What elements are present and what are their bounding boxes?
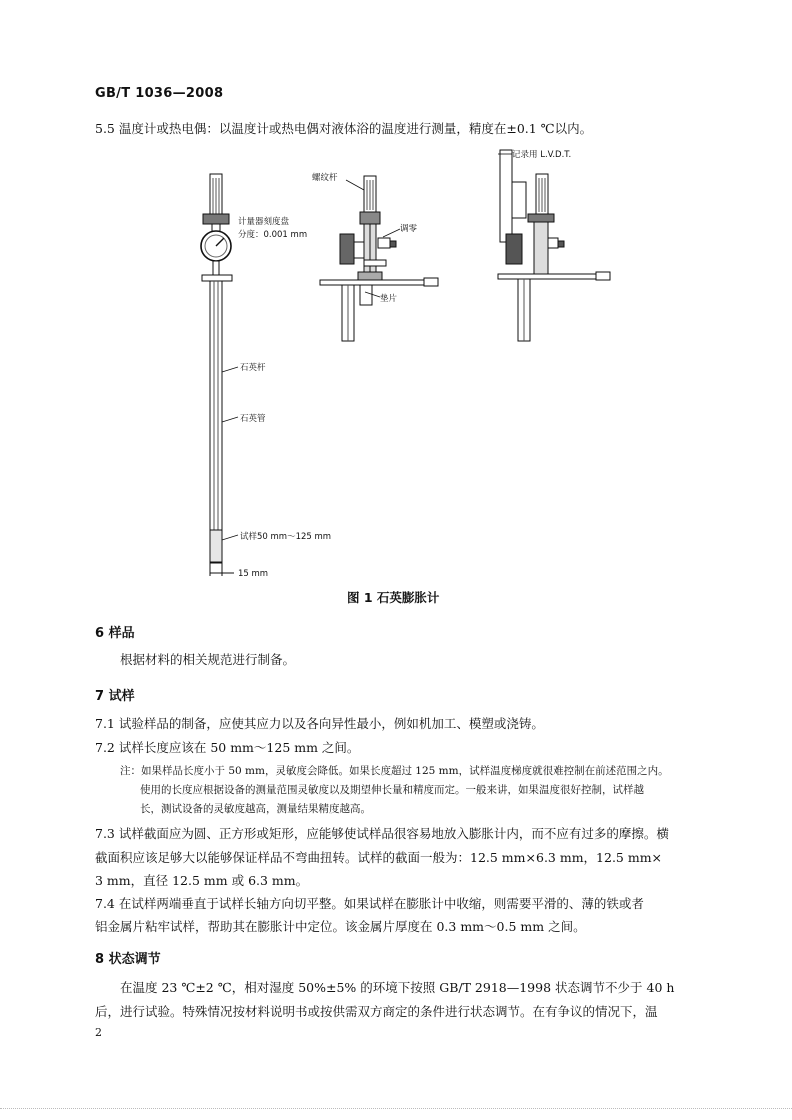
lvdt-label: 记录用 L.V.D.T.	[512, 150, 572, 160]
clause-7-3-line-1: 7.3 试样截面应为圆、正方形或矩形，应能够使试样品很容易地放入膨胀计内，而不应有过多的摩擦。横	[95, 826, 669, 841]
note-line-3: 长，测试设备的灵敏度越高，测量结果精度越高。	[140, 803, 371, 815]
dilatometer-middle-assembly	[320, 176, 438, 341]
clause-7-3-line-2: 截面积应该足够大以能够保证样品不弯曲扭转。试样的截面一般为：12.5 mm×6.3 mm，12.5 mm×	[95, 850, 663, 865]
clause-7-4-line-1: 7.4 在试样两端垂直于试样长轴方向切平整。如果试样在膨胀计中收缩，则需要平滑的、薄的铁或者	[95, 896, 644, 911]
clause-5-5: 5.5 温度计或热电偶：以温度计或热电偶对液体浴的温度进行测量，精度在±0.1 ℃以内。	[95, 121, 593, 136]
bottom-border	[0, 1108, 792, 1109]
section-6-body: 根据材料的相关规范进行制备。	[120, 652, 296, 667]
clause-7-2: 7.2 试样长度应该在 50 mm～125 mm 之间。	[95, 740, 360, 755]
quartz-tube-label: 石英管	[240, 414, 266, 424]
section-8-heading: 8 状态调节	[95, 952, 161, 967]
note-line-2: 使用的长度应根据设备的测量范围灵敏度以及期望伸长量和精度而定。一般来讲，如果温度很好控制，试样越	[140, 784, 644, 796]
section-8-line-2: 后，进行试验。特殊情况按材料说明书或按供需双方商定的条件进行状态调节。在有争议的情况下，温	[95, 1004, 658, 1019]
zero-adjust-label: 调零	[400, 224, 418, 234]
shim-label: 垫片	[380, 294, 398, 304]
clause-7-1: 7.1 试验样品的制备，应使其应力以及各向异性最小，例如机加工、模塑或浇铸。	[95, 716, 544, 731]
dial-label: 计量器刻度盘	[238, 217, 290, 227]
quartz-rod-label: 石英杆	[240, 363, 266, 373]
dilatometer-left-assembly	[201, 174, 234, 576]
specimen-length-label: 试样50 mm～125 mm	[240, 532, 332, 542]
resolution-label: 分度：0.001 mm	[238, 230, 308, 240]
clause-7-3-line-3: 3 mm，直径 12.5 mm 或 6.3 mm。	[95, 873, 309, 888]
standard-code: GB/T 1036—2008	[95, 86, 224, 101]
quartz-dilatometer-figure	[180, 142, 630, 582]
clause-7-4-line-2: 铝金属片粘牢试样，帮助其在膨胀计中定位。该金属片厚度在 0.3 mm～0.5 mm 之间。	[95, 919, 586, 934]
dilatometer-right-assembly	[498, 150, 610, 341]
section-8-line-1: 在温度 23 ℃±2 ℃，相对湿度 50%±5% 的环境下按照 GB/T 2918—1998 状态调节不少于 40 h	[120, 980, 675, 995]
screw-rod-label: 螺纹杆	[312, 173, 338, 183]
diameter-label: 15 mm	[238, 569, 269, 579]
section-6-heading: 6 样品	[95, 626, 135, 641]
figure-caption: 图 1 石英膨胀计	[347, 590, 440, 605]
section-7-heading: 7 试样	[95, 689, 135, 704]
page-number: 2	[95, 1026, 102, 1039]
note-line-1: 注：如果样品长度小于 50 mm，灵敏度会降低。如果长度超过 125 mm，试样温度梯度就很难控制在前述范围之内。	[120, 765, 669, 777]
